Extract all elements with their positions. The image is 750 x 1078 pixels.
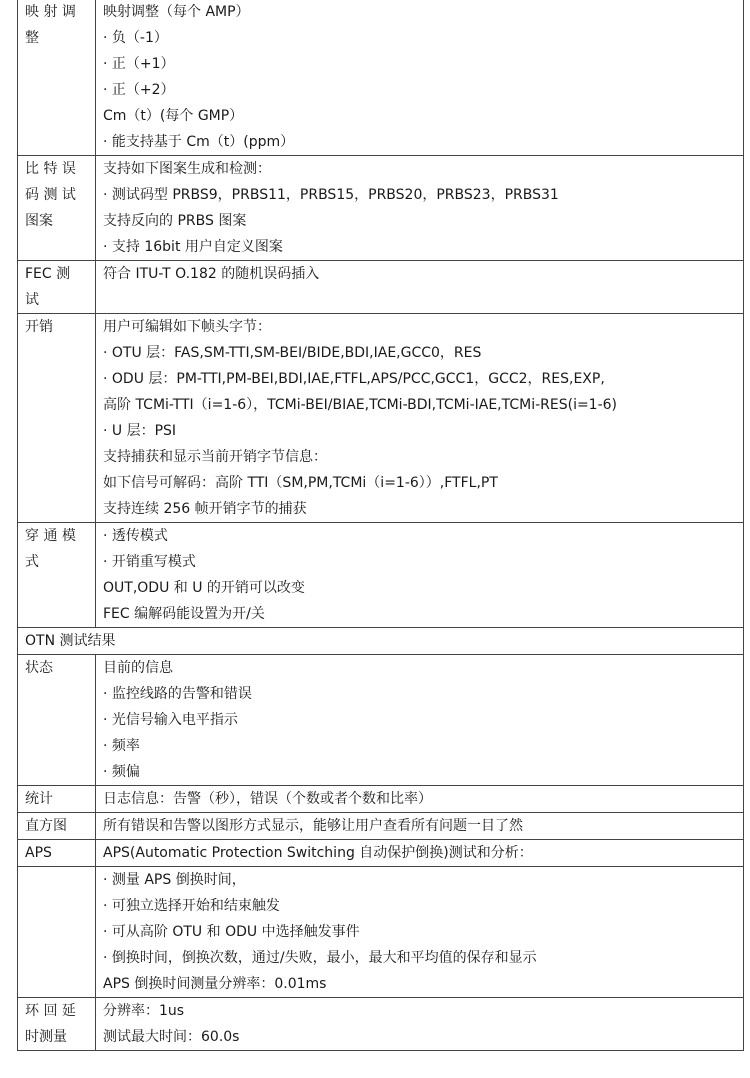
content-line: · 测试码型 PRBS9，PRBS11，PRBS15，PRBS20，PRBS23，PRBS31 [103,187,559,203]
row-label [18,523,96,628]
content-line: APS 倒换时间测量分辨率：0.01ms [103,976,327,992]
table-row [18,0,744,156]
content-line: · 负（-1） [103,30,168,46]
content-line: · 正（+1） [103,56,175,72]
row-label-line: 码 测 试 [25,187,76,203]
row-content [96,0,744,156]
row-content [96,523,744,628]
row-label-line: 统计 [25,791,53,807]
table-row [18,867,744,998]
table-row [18,840,744,867]
row-label-line: 直方图 [25,818,67,834]
content-line: 测试最大时间：60.0s [103,1029,240,1045]
content-line: 分辨率：1us [103,1003,185,1019]
row-label [18,867,96,998]
content-line: · ODU 层：PM-TTI,PM-BEI,BDI,IAE,FTFL,APS/PCC,GCC1，GCC2，RES,EXP, [103,371,605,387]
table-row [18,156,744,261]
row-label [18,156,96,261]
section-header-row [18,628,744,655]
table-row [18,655,744,786]
content-line: · 能支持基于 Cm（t）(ppm） [103,134,295,150]
row-label [18,261,96,314]
content-line: · OTU 层：FAS,SM-TTI,SM-BEI/BIDE,BDI,IAE,GCC0，RES [103,345,482,361]
content-line: · 测量 APS 倒换时间， [103,872,246,888]
row-label [18,655,96,786]
content-line: · 支持 16bit 用户自定义图案 [103,239,283,255]
content-line: Cm（t）(每个 GMP） [103,108,244,124]
row-content [96,998,744,1051]
row-label [18,998,96,1051]
content-line: · 频率 [103,738,140,754]
content-line: 支持连续 256 帧开销字节的捕获 [103,501,307,517]
content-line: · 可从高阶 OTU 和 ODU 中选择触发事件 [103,924,360,940]
row-label-line: 试 [25,292,39,308]
row-label-line: 整 [25,30,39,46]
row-label [18,786,96,813]
row-label-line: 环 回 延 [25,1003,76,1019]
row-content [96,261,744,314]
row-label-line: FEC 测 [25,266,71,282]
content-line: · 光信号输入电平指示 [103,712,238,728]
row-content [96,813,744,840]
row-label-line: 状态 [25,660,53,676]
row-label-line: 图案 [25,213,53,229]
content-line: · U 层：PSI [103,423,177,439]
table-row [18,261,744,314]
content-line: OUT,ODU 和 U 的开销可以改变 [103,580,305,596]
content-line: 所有错误和告警以图形方式显示，能够让用户查看所有问题一目了然 [103,818,523,834]
row-label-line: 式 [25,554,39,570]
content-line: FEC 编解码能设置为开/关 [103,606,265,622]
content-line: 映射调整（每个 AMP） [103,4,250,20]
table-row [18,998,744,1051]
content-line: 符合 ITU-T O.182 的随机误码插入 [103,266,320,282]
row-content [96,314,744,523]
content-line: 支持反向的 PRBS 图案 [103,213,247,229]
row-content [96,867,744,998]
row-content [96,655,744,786]
row-label-line: APS [25,845,52,861]
row-label [18,840,96,867]
content-line: · 开销重写模式 [103,554,196,570]
content-line: · 可独立选择开始和结束触发 [103,898,280,914]
spec-table-body [18,0,744,1051]
content-line: · 频偏 [103,764,140,780]
content-line: 日志信息：告警（秒），错误（个数或者个数和比率） [103,791,432,807]
content-line: APS(Automatic Protection Switching 自动保护倒换)测试和分析： [103,845,533,861]
row-label-line: 时测量 [25,1029,67,1045]
table-row [18,314,744,523]
content-line: 用户可编辑如下帧头字节： [103,319,271,335]
content-line: 支持如下图案生成和检测： [103,161,271,177]
row-label-line: 穿 通 模 [25,528,76,544]
row-content [96,840,744,867]
table-row [18,786,744,813]
table-row [18,523,744,628]
content-line: 高阶 TCMi-TTI（i=1-6），TCMi-BEI/BIAE,TCMi-BDI,TCMi-IAE,TCMi-RES(i=1-6) [103,397,618,413]
content-line: · 正（+2） [103,82,175,98]
row-label [18,0,96,156]
content-line: · 倒换时间，倒换次数，通过/失败，最小，最大和平均值的保存和显示 [103,950,537,966]
content-line: · 监控线路的告警和错误 [103,686,252,702]
row-content [96,156,744,261]
row-label [18,813,96,840]
row-label-line: 比 特 误 [25,161,76,177]
row-content [96,786,744,813]
row-label-line: 开销 [25,319,53,335]
content-line: 如下信号可解码：高阶 TTI（SM,PM,TCMi（i=1-6））,FTFL,PT [103,475,498,491]
content-line: 支持捕获和显示当前开销字节信息： [103,449,327,465]
row-label-line: 映 射 调 [25,4,76,20]
row-label [18,314,96,523]
content-line: · 透传模式 [103,528,168,544]
spec-table [17,0,744,1051]
section-header: OTN 测试结果 [18,628,744,655]
table-row [18,813,744,840]
content-line: 目前的信息 [103,660,173,676]
